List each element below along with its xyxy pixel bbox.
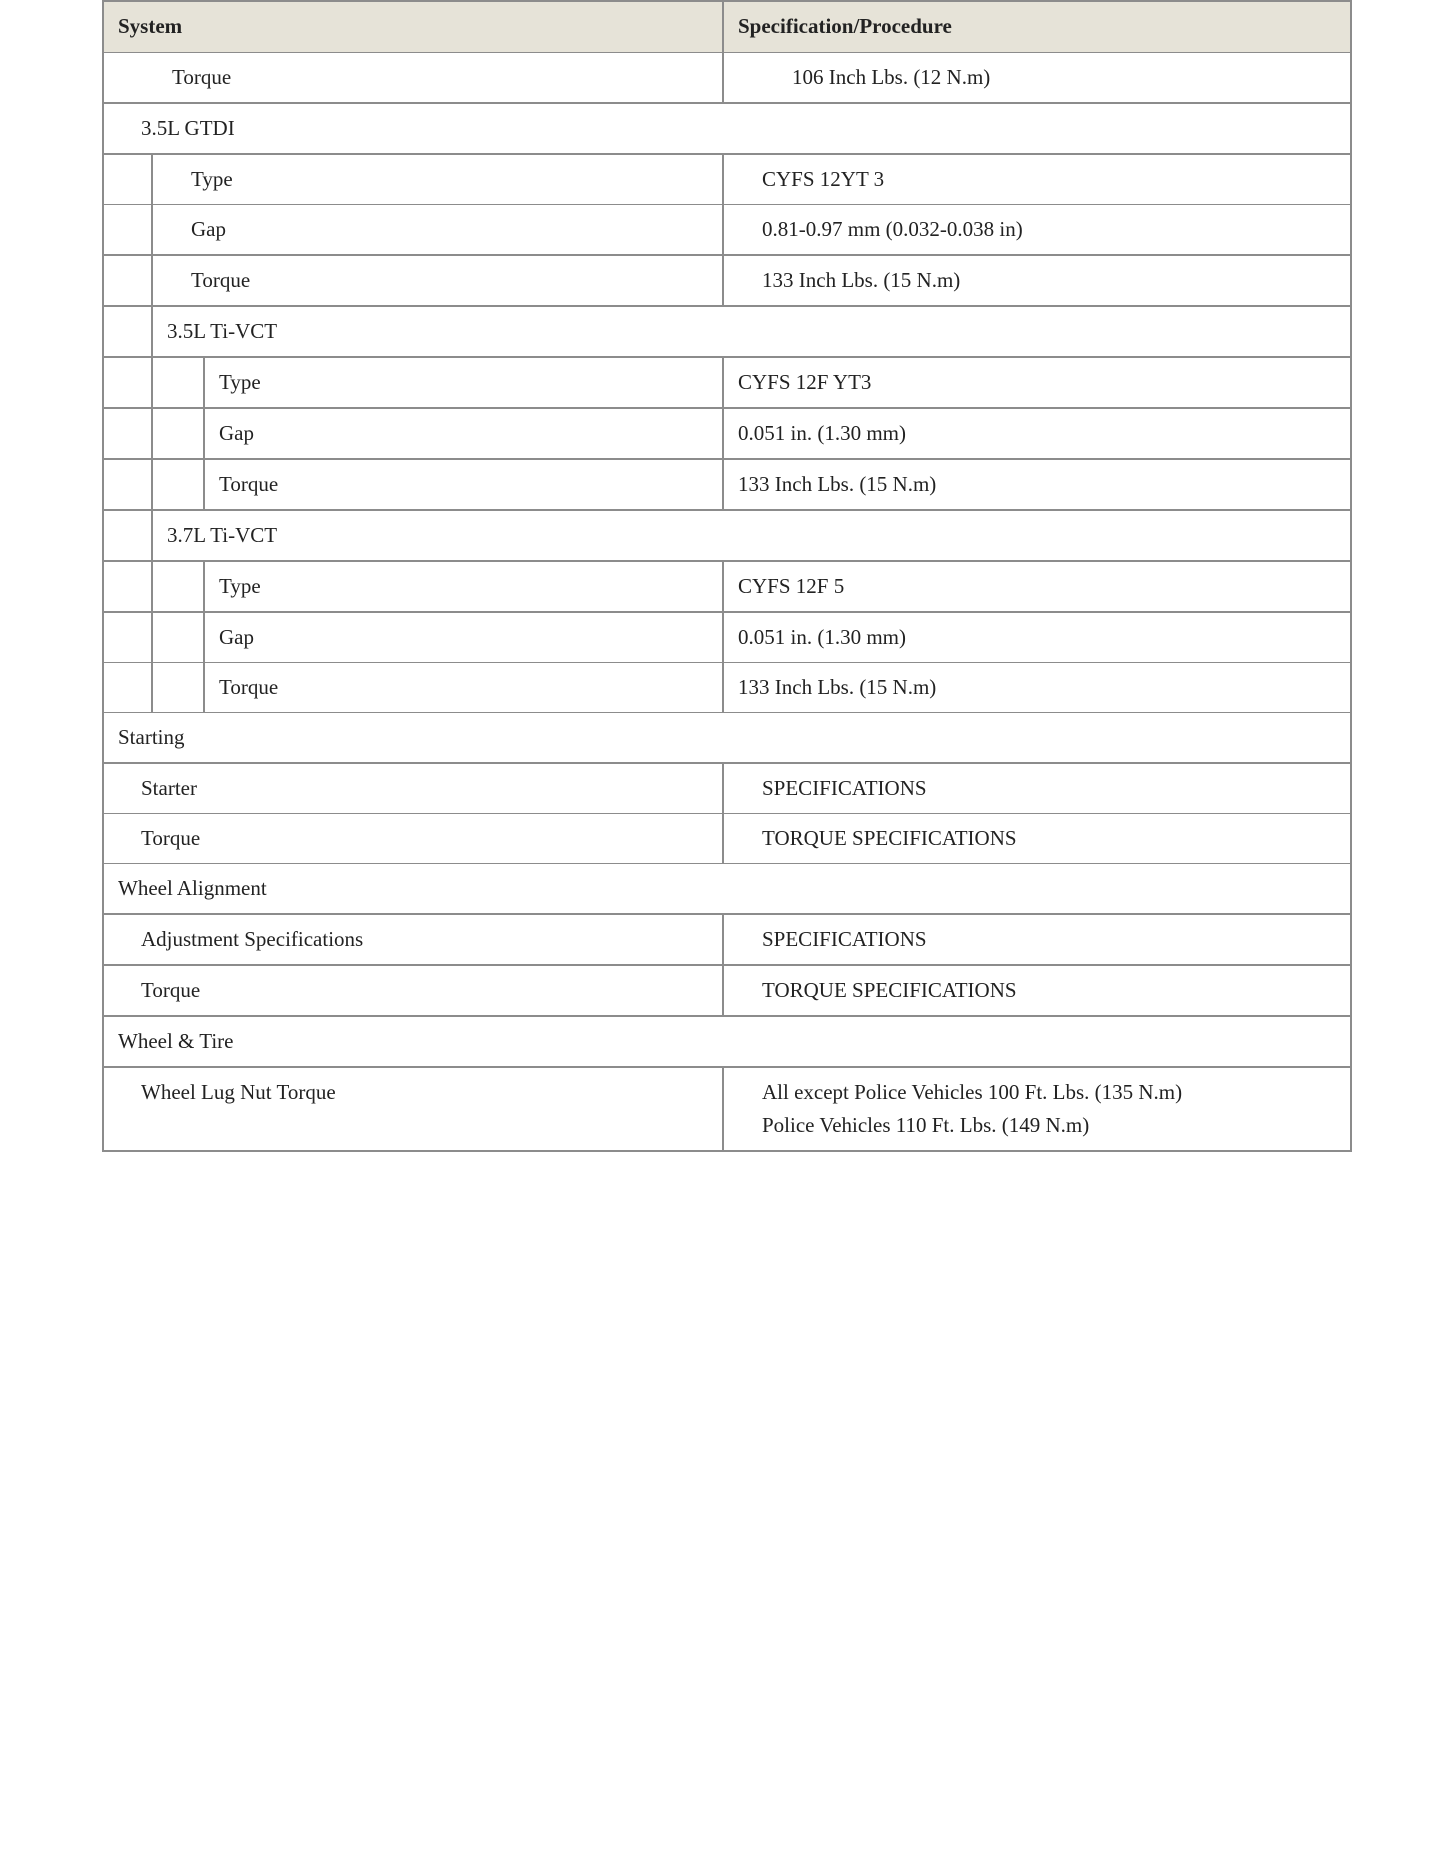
section-heading: 3.5L GTDI [141, 116, 235, 140]
indent-gutter [153, 613, 205, 662]
row-spec: 133 Inch Lbs. (15 N.m) [762, 268, 961, 292]
row-system: Torque [153, 256, 724, 305]
table-row [104, 762, 1350, 813]
row-spec: 106 Inch Lbs. (12 N.m) [792, 65, 991, 89]
row-spec-multiline [724, 1068, 1350, 1150]
table-row [104, 964, 1350, 1015]
spec-line: All except Police Vehicles 100 Ft. Lbs. (135 N.m) [762, 1080, 1183, 1104]
row-spec: 0.051 in. (1.30 mm) [738, 625, 906, 649]
indent-gutter [153, 562, 205, 611]
spec-line: Police Vehicles 110 Ft. Lbs. (149 N.m) [762, 1113, 1090, 1137]
indent-gutter [104, 663, 153, 712]
row-spec: 133 Inch Lbs. (15 N.m) [738, 675, 937, 699]
row-system: Type [153, 155, 724, 204]
row-system: Type [205, 358, 724, 407]
indent-gutter [104, 562, 153, 611]
row-system: Torque [104, 53, 724, 102]
row-system: Gap [205, 409, 724, 458]
row-system: Wheel Lug Nut Torque [104, 1068, 724, 1150]
section-row-gtdi [104, 102, 1350, 153]
row-spec: SPECIFICATIONS [762, 776, 927, 800]
row-system: Torque [205, 460, 724, 509]
indent-gutter [104, 155, 153, 204]
indent-gutter [153, 663, 205, 712]
specifications-table [102, 0, 1352, 1152]
row-system: Torque [205, 663, 724, 712]
table-row [104, 153, 1350, 204]
section-heading: 3.5L Ti-VCT [167, 319, 278, 343]
indent-gutter [104, 511, 153, 560]
row-spec: 0.81-0.97 mm (0.032-0.038 in) [762, 217, 1023, 241]
table-row [104, 254, 1350, 305]
section-heading: Wheel Alignment [118, 876, 267, 900]
row-system: Gap [205, 613, 724, 662]
indent-gutter [104, 205, 153, 254]
section-row-wheel-alignment [104, 863, 1350, 913]
section-heading: Starting [118, 725, 185, 749]
row-spec: TORQUE SPECIFICATIONS [762, 826, 1017, 850]
row-spec: CYFS 12F YT3 [738, 370, 872, 394]
section-row-tivct-37 [104, 509, 1350, 560]
row-system: Torque [104, 814, 724, 863]
row-spec: TORQUE SPECIFICATIONS [762, 978, 1017, 1002]
table-row [104, 611, 1350, 662]
section-heading: 3.7L Ti-VCT [167, 523, 278, 547]
table-header-row [104, 2, 1350, 52]
table-row [104, 560, 1350, 611]
indent-gutter [104, 613, 153, 662]
row-system: Type [205, 562, 724, 611]
indent-gutter [104, 358, 153, 407]
table-row [104, 407, 1350, 458]
section-row-tivct-35 [104, 305, 1350, 356]
table-row [104, 1066, 1350, 1150]
row-spec: SPECIFICATIONS [762, 927, 927, 951]
indent-gutter [153, 358, 205, 407]
table-row [104, 204, 1350, 254]
indent-gutter [153, 460, 205, 509]
row-spec: 0.051 in. (1.30 mm) [738, 421, 906, 445]
column-header-system: System [104, 2, 724, 52]
table-row [104, 52, 1350, 102]
section-row-starting [104, 712, 1350, 762]
indent-gutter [104, 409, 153, 458]
row-system: Torque [104, 966, 724, 1015]
indent-gutter [153, 409, 205, 458]
row-spec: 133 Inch Lbs. (15 N.m) [738, 472, 937, 496]
section-heading: Wheel & Tire [118, 1029, 234, 1053]
column-header-spec: Specification/Procedure [738, 14, 952, 38]
table-row [104, 356, 1350, 407]
section-row-wheel-tire [104, 1015, 1350, 1066]
row-system: Adjustment Specifications [104, 915, 724, 964]
row-system: Gap [153, 205, 724, 254]
indent-gutter [104, 307, 153, 356]
indent-gutter [104, 256, 153, 305]
indent-gutter [104, 460, 153, 509]
row-spec: CYFS 12F 5 [738, 574, 845, 598]
row-system: Starter [104, 764, 724, 813]
table-row [104, 662, 1350, 712]
table-row [104, 458, 1350, 509]
table-row [104, 813, 1350, 863]
table-row [104, 913, 1350, 964]
row-spec: CYFS 12YT 3 [762, 167, 885, 191]
